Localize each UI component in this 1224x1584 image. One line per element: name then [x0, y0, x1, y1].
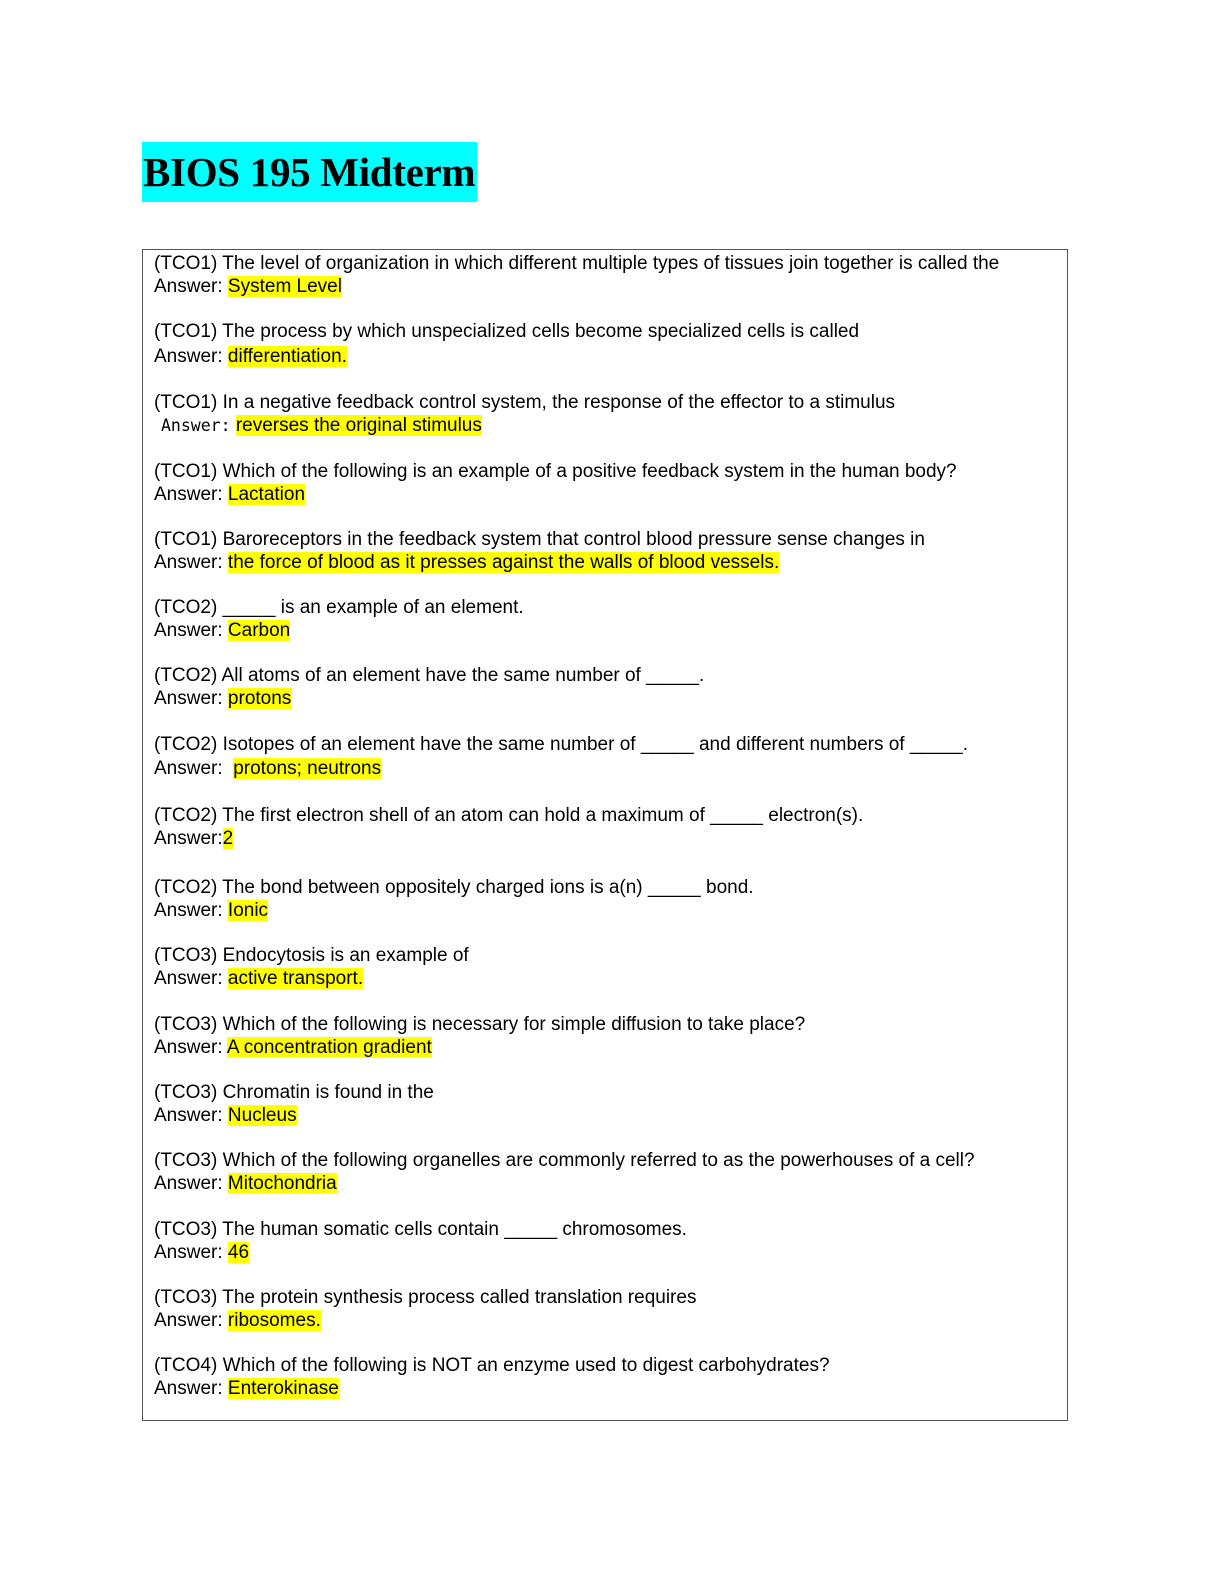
answer-line [154, 483, 957, 506]
answer-line [154, 551, 925, 574]
question-text: (TCO3) The human somatic cells contain _____ chromosomes. [154, 1219, 687, 1240]
answer-text: System Level [227, 276, 342, 297]
answer-line [154, 687, 704, 710]
question-item-17 [154, 1354, 830, 1400]
question-text: (TCO2) The first electron shell of an atom can hold a maximum of _____ electron(s). [154, 805, 864, 826]
question-text: (TCO2) Isotopes of an element have the same number of _____ and different numbers of _____. [154, 734, 968, 755]
answer-text: Ionic [227, 900, 269, 921]
answer-line [154, 757, 968, 780]
answer-line [154, 1036, 805, 1059]
answer-text: 2 [222, 828, 234, 849]
question-text: (TCO3) Which of the following organelles are commonly referred to as the powerhouses of a cell? [154, 1150, 975, 1171]
answer-label: Answer: [154, 1173, 223, 1194]
answer-label: Answer: [161, 416, 231, 435]
question-item-1 [154, 252, 999, 298]
answer-line [154, 1377, 830, 1400]
question-text: (TCO3) Chromatin is found in the [154, 1082, 434, 1103]
answer-text: reverses the original stimulus [235, 415, 482, 436]
question-item-9 [154, 804, 863, 850]
answer-label: Answer: [154, 1105, 223, 1126]
question-text: (TCO2) _____ is an example of an element. [154, 597, 524, 618]
answer-text: Enterokinase [227, 1378, 339, 1399]
answer-line [154, 345, 859, 368]
answer-line [154, 275, 999, 298]
question-text: (TCO3) Which of the following is necessary for simple diffusion to take place? [154, 1014, 806, 1035]
answer-text: active transport. [227, 968, 364, 989]
question-text: (TCO1) Baroreceptors in the feedback system that control blood pressure sense changes in [154, 529, 925, 550]
question-text: (TCO1) In a negative feedback control system, the response of the effector to a stimulus [154, 392, 896, 413]
answer-line [154, 1309, 696, 1332]
question-text: (TCO3) The protein synthesis process called translation requires [154, 1287, 697, 1308]
answer-label: Answer: [154, 1037, 223, 1058]
answer-text: 46 [227, 1242, 250, 1263]
question-text: (TCO2) The bond between oppositely charged ions is a(n) _____ bond. [154, 877, 754, 898]
question-text: (TCO2) All atoms of an element have the same number of _____. [154, 665, 705, 686]
answer-label: Answer: [154, 552, 223, 573]
answer-line [154, 1172, 975, 1195]
answer-label: Answer: [154, 1378, 223, 1399]
answer-text: differentiation. [227, 346, 347, 367]
answer-label: Answer: [154, 1242, 223, 1263]
answer-label: Answer: [154, 758, 223, 779]
answer-line [154, 414, 895, 437]
answer-label: Answer: [154, 620, 223, 641]
question-text: (TCO1) Which of the following is an example of a positive feedback system in the human body? [154, 461, 957, 482]
answer-text: Carbon [227, 620, 291, 641]
answer-text: Nucleus [227, 1105, 297, 1126]
question-item-13 [154, 1081, 434, 1127]
answer-line [154, 619, 524, 642]
question-item-11 [154, 944, 469, 990]
answer-line [154, 1241, 687, 1264]
answer-line [154, 967, 469, 990]
answer-text: ribosomes. [227, 1310, 321, 1331]
question-item-12 [154, 1013, 805, 1059]
document-title: BIOS 195 Midterm [142, 142, 477, 202]
answer-text: protons; neutrons [233, 758, 382, 779]
answer-line [154, 899, 754, 922]
question-item-6 [154, 596, 524, 642]
answer-label: Answer: [154, 1310, 223, 1331]
answer-label: Answer: [154, 688, 223, 709]
answer-text: the force of blood as it presses against the walls of blood vessels. [227, 552, 780, 573]
question-item-3 [154, 391, 895, 437]
question-item-4 [154, 460, 957, 506]
answer-line [154, 1104, 434, 1127]
question-item-10 [154, 876, 754, 922]
answer-label: Answer: [154, 968, 223, 989]
answer-label: Answer: [154, 346, 223, 367]
question-text: (TCO1) The process by which unspecialized cells become specialized cells is called [154, 321, 860, 342]
question-item-15 [154, 1218, 687, 1264]
question-text: (TCO1) The level of organization in which different multiple types of tissues join together is called the [154, 253, 1000, 274]
question-list [142, 249, 1068, 1421]
question-item-2 [154, 320, 859, 368]
question-item-5 [154, 528, 925, 574]
question-text: (TCO3) Endocytosis is an example of [154, 945, 469, 966]
answer-label: Answer: [154, 900, 223, 921]
answer-text: protons [227, 688, 292, 709]
question-item-8 [154, 733, 968, 780]
answer-label: Answer: [154, 828, 223, 849]
answer-line [154, 827, 863, 850]
answer-label: Answer: [154, 276, 223, 297]
answer-text: Mitochondria [227, 1173, 337, 1194]
question-item-14 [154, 1149, 975, 1195]
answer-text: A concentration gradient [226, 1037, 432, 1058]
question-text: (TCO4) Which of the following is NOT an enzyme used to digest carbohydrates? [154, 1355, 830, 1376]
question-item-16 [154, 1286, 696, 1332]
answer-text: Lactation [227, 484, 306, 505]
question-item-7 [154, 664, 704, 710]
answer-label: Answer: [154, 484, 223, 505]
